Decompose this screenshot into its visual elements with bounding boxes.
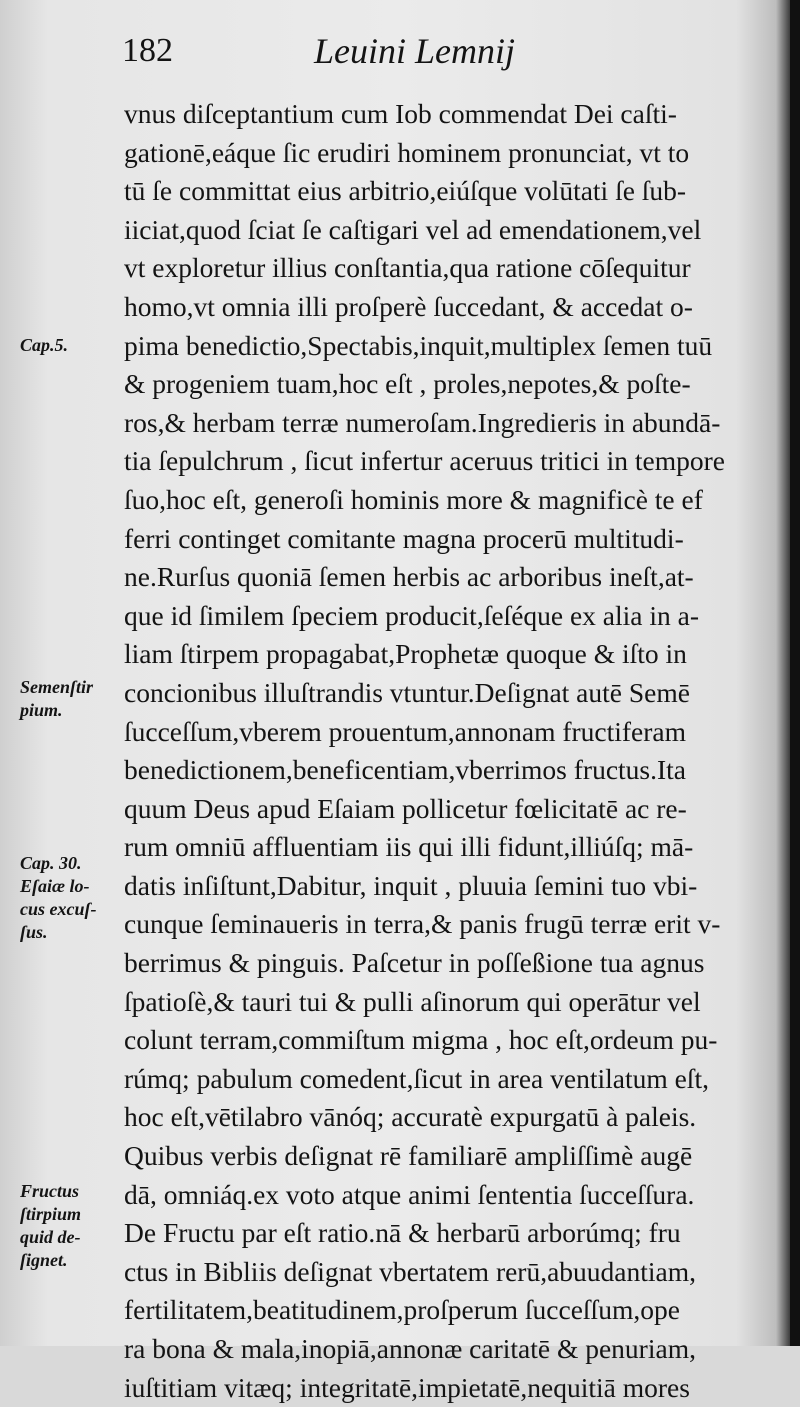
text-line: ſpatioſè,& tauri tui & pulli aſinorum qui operātur vel [124, 985, 701, 1017]
margin-note-line: pium. [20, 700, 63, 720]
text-line: De Fructu par eſt ratio.nā & herbarū arborúmq; fru [124, 1217, 681, 1249]
text-line: ctus in Bibliis deſignat vbertatem rerū,abuudantiam, [124, 1255, 697, 1287]
text-line: colunt terram,commiſtum migma , hoc eſt,ordeum pu- [124, 1024, 718, 1056]
text-line: liam ſtirpem propagabat,Prophetæ quoque & iſto in [124, 638, 687, 670]
margin-note-line: Semenſtir [20, 677, 94, 697]
text-line: rum omniū affluentiam iis qui illi fidunt,illiúſq; mā- [124, 831, 694, 863]
text-line: ſuo,hoc eſt, generoſi hominis more & magnificè te ef [124, 483, 703, 515]
margin-note-line: Eſaiæ lo- [20, 876, 90, 896]
margin-note-line: quid de- [20, 1227, 81, 1247]
page-number: 182 [122, 32, 173, 69]
text-line: dā, omniáq.ex voto atque animi ſententia ſucceſſura. [124, 1178, 695, 1210]
text-line: berrimus & pinguis. Paſcetur in poſſeßione tua agnus [124, 947, 705, 979]
text-line: ne.Rurſus quoniā ſemen herbis ac arboribus ineſt,at- [124, 561, 694, 593]
text-line: ſucceſſum,vberem prouentum,annonam fructiferam [124, 715, 687, 747]
text-line: fertilitatem,beatitudinem,proſperum ſucceſſum,ope [124, 1294, 680, 1326]
text-line: tū ſe committat eius arbitrio,eiúſque volūtati ſe ſub- [124, 175, 687, 207]
margin-note-line: Cap.5. [20, 335, 69, 355]
text-block [124, 95, 774, 1407]
margin-note-line: Fructus [20, 1181, 80, 1201]
text-line: benedictionem,beneficentiam,vberrimos fructus.Ita [124, 754, 687, 786]
text-line: que id ſimilem ſpeciem producit,ſeſéque ex alia in a- [124, 599, 700, 631]
text-line: homo,vt omnia illi proſperè ſuccedant, & accedat o- [124, 290, 693, 322]
margin-note-line: Cap. 30. [20, 853, 82, 873]
text-line: ra bona & mala,inopiā,annonæ caritatē & penuriam, [124, 1333, 696, 1364]
text-line: iuſtitiam vitæq; integritatē,impietatē,nequitiā mores [124, 1371, 690, 1403]
margin-note-line: cus excuſ- [20, 899, 97, 919]
text-line: datis inſiſtunt,Dabitur, inquit , pluuia ſemini tuo vbi- [124, 869, 698, 901]
page-edge-shadow [790, 0, 800, 1346]
text-line: hoc eſt,vētilabro vānóq; accuratè expurgatū à paleis. [124, 1101, 697, 1133]
text-line: concionibus illuſtrandis vtuntur.Deſignat autē Semē [124, 676, 690, 708]
text-line: rúmq; pabulum comedent,ſicut in area ventilatum eſt, [124, 1062, 709, 1094]
text-line: ros,& herbam terræ numeroſam.Ingredieris in abundā- [124, 406, 721, 438]
page-header [0, 22, 800, 82]
text-line: Quibus verbis deſignat rē familiarē ampliſſimè augē [124, 1140, 693, 1172]
running-title: Leuini Lemnij [314, 31, 516, 71]
text-line: gationē,eáque ſic erudiri hominem pronunciat, vt to [124, 136, 690, 168]
text-line: quum Deus apud Eſaiam pollicetur fœlicitatē ac re- [124, 792, 687, 824]
margin-note-line: ſtirpium [20, 1204, 82, 1224]
text-line: ferri continget comitante magna procerū multitudi- [124, 522, 684, 554]
text-line: iiciat,quod ſciat ſe caſtigari vel ad emendationem,vel [124, 213, 702, 245]
text-line: & progeniem tuam,hoc eſt , proles,nepotes,& poſte- [124, 368, 691, 400]
margin-note [20, 676, 124, 722]
text-line: pima benedictio,Spectabis,inquit,multiplex ſemen tuū [124, 329, 713, 361]
margin-note [20, 334, 124, 357]
text-line: cunque ſeminaueris in terra,& panis frugū terræ erit v- [124, 908, 721, 940]
margin-note-line: ſignet. [20, 1250, 68, 1270]
margin-note [20, 1180, 124, 1272]
margin-note-line: ſus. [20, 922, 48, 942]
margin-note [20, 852, 124, 944]
text-line: tia ſepulchrum , ſicut infertur aceruus tritici in tempore [124, 445, 725, 477]
text-line: vt exploretur illius conſtantia,qua ratione cōſequitur [124, 252, 691, 284]
text-line: vnus diſceptantium cum Iob commendat Dei caſti- [124, 98, 677, 129]
